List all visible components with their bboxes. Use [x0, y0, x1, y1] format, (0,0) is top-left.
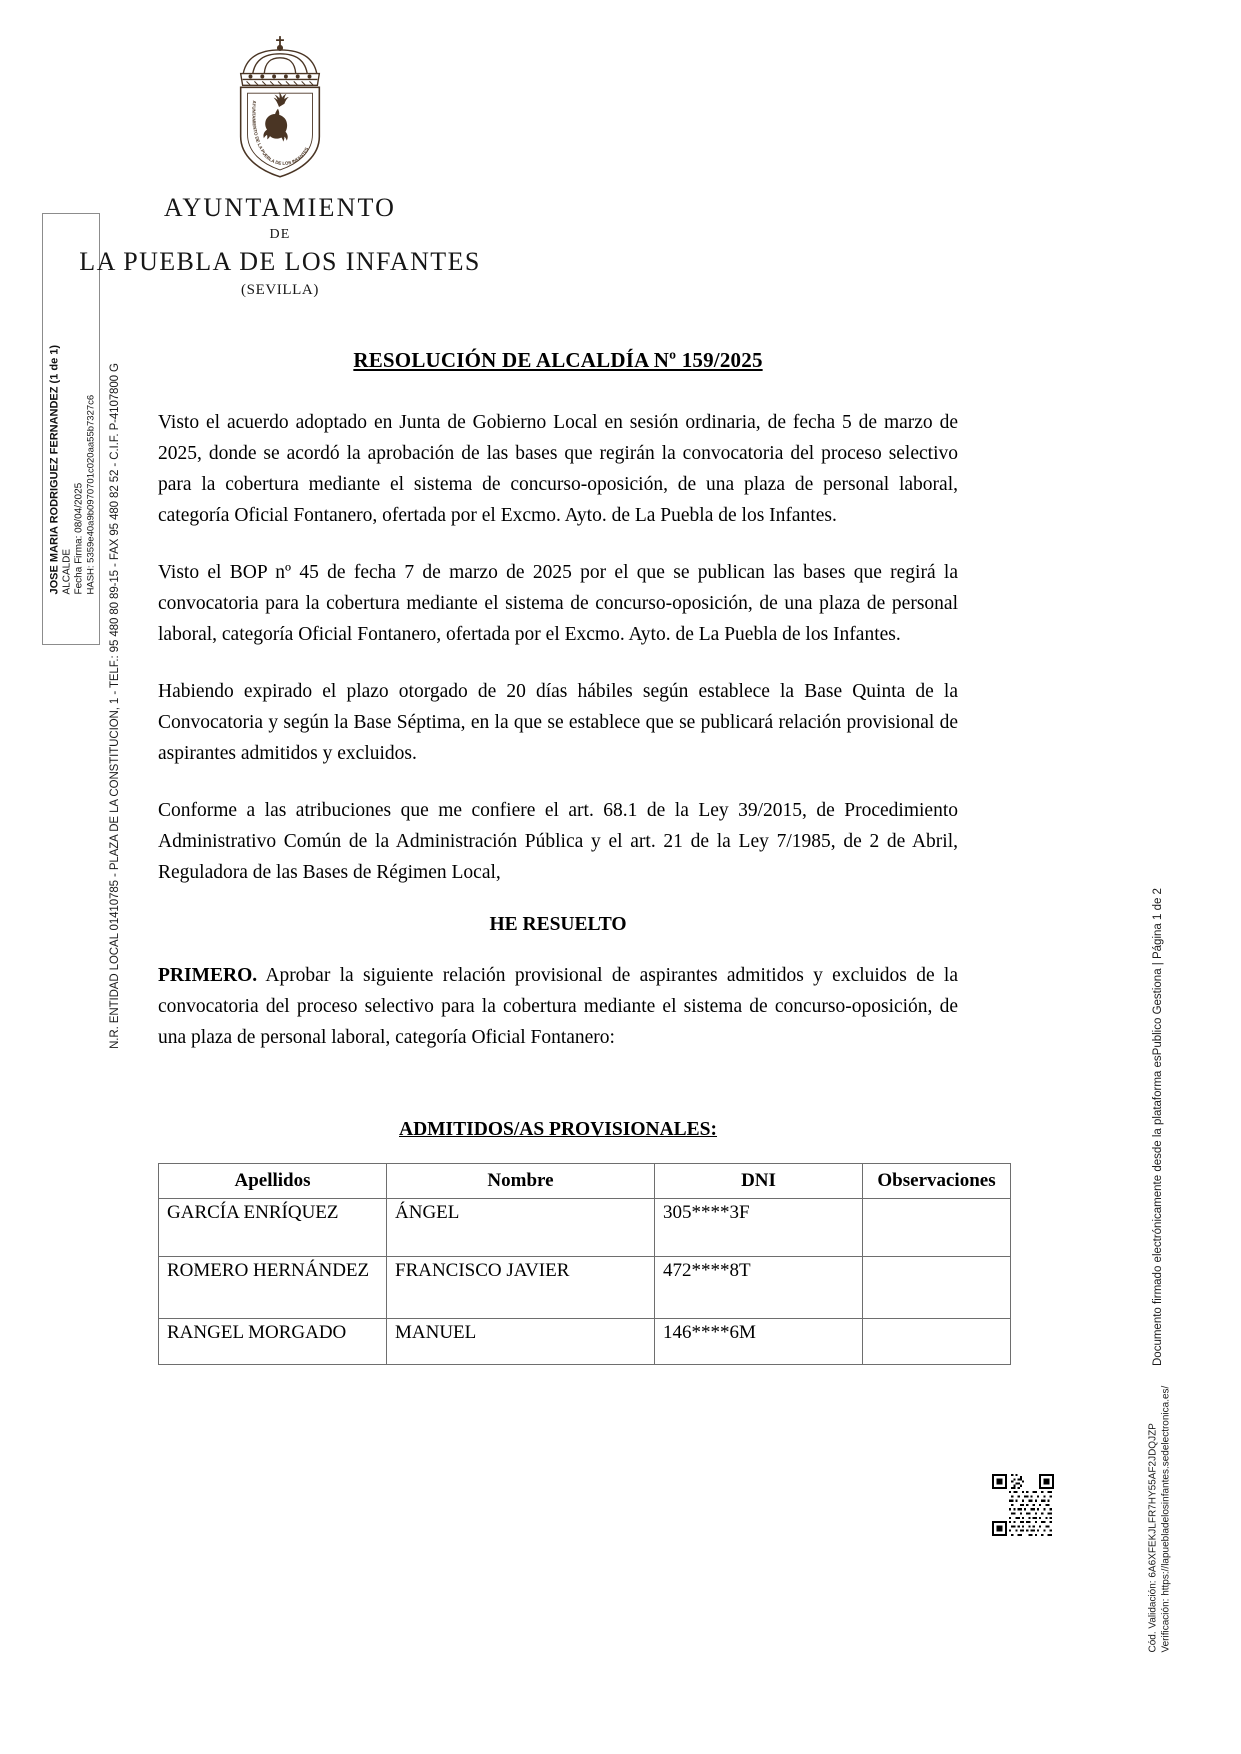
- paragraph-4: Conforme a las atribuciones que me confiere el art. 68.1 de la Ley 39/2015, de Procedimiento Administrativo Común de la Administración Pública y el art. 21 de la Ley 7/1985, de 2 de Abril, Reguladora de las Bases de Régimen Local,: [158, 800, 958, 883]
- coat-of-arms-icon: [221, 30, 339, 180]
- qr-code: [992, 1474, 1054, 1536]
- cell-nombre: ÁNGEL: [387, 1199, 655, 1257]
- document-title: RESOLUCIÓN DE ALCALDÍA Nº 159/2025: [353, 348, 763, 372]
- validation-code: Cód. Validación: 6A6XFEKJLFR7HY55AF2JDQJZP: [1147, 1423, 1159, 1653]
- paragraph-1: Visto el acuerdo adoptado en Junta de Gobierno Local en sesión ordinaria, de fecha 5 de marzo de 2025, donde se acordó la aprobación de las bases que regirán la convocatoria del proceso selectivo para la cobertura mediante el sistema de concurso-oposición, de una plaza de personal laboral, categoría Oficial Fontanero, ofertada por el Excmo. Ayto. de La Puebla de los Infantes.: [158, 412, 958, 526]
- paragraph-primero: [158, 960, 958, 1053]
- document-body: [158, 348, 996, 1365]
- right-margin-validation-block: [1148, 1233, 1173, 1653]
- cell-nombre: MANUEL: [387, 1319, 655, 1365]
- org-name-line2: DE: [269, 227, 291, 242]
- cell-apellidos: ROMERO HERNÁNDEZ: [159, 1257, 387, 1319]
- cell-observaciones: [863, 1319, 1011, 1365]
- org-name-line1: AYUNTAMIENTO: [163, 193, 397, 222]
- column-header-apellidos: Apellidos: [159, 1164, 387, 1199]
- table-header-row: [159, 1164, 1011, 1199]
- table-row: [159, 1257, 1011, 1319]
- column-header-observaciones: Observaciones: [863, 1164, 1011, 1199]
- letterhead: [0, 30, 560, 299]
- verification-url: Verificación: https://lapuebladelosinfantes.sedelectronica.es/: [1160, 1385, 1171, 1653]
- right-margin-platform-info: Documento firmado electrónicamente desde la plataforma esPublico Gestiona | Página 1 de 2: [1152, 888, 1164, 1366]
- paragraph-2: Visto el BOP nº 45 de fecha 7 de marzo de 2025 por el que se publican las bases que regirá la convocatoria para la cobertura mediante el sistema de concurso-oposición, de una plaza de personal laboral, categoría Oficial Fontanero, ofertada por el Excmo. Ayto. de La Puebla de los Infantes.: [158, 562, 958, 645]
- cell-apellidos: GARCÍA ENRÍQUEZ: [159, 1199, 387, 1257]
- resolution-heading: HE RESUELTO: [489, 914, 627, 935]
- cell-observaciones: [863, 1199, 1011, 1257]
- org-province: (SEVILLA): [241, 282, 319, 298]
- cell-dni: 305****3F: [655, 1199, 863, 1257]
- signature-hash: HASH: 5359e40a9b0970701c020aa55b7327c6: [85, 394, 97, 595]
- org-name-line3: LA PUEBLA DE LOS INFANTES: [79, 247, 481, 276]
- primero-label: PRIMERO.: [158, 965, 258, 986]
- cell-apellidos: RANGEL MORGADO: [159, 1319, 387, 1365]
- signature-signer-role: ALCALDE: [61, 548, 73, 595]
- cell-observaciones: [863, 1257, 1011, 1319]
- table-row: [159, 1319, 1011, 1365]
- cell-dni: 472****8T: [655, 1257, 863, 1319]
- cell-nombre: FRANCISCO JAVIER: [387, 1257, 655, 1319]
- primero-text: Aprobar la siguiente relación provisional de aspirantes admitidos y excluidos de la convocatoria del proceso selectivo para la cobertura mediante el sistema de concurso-oposición, de una plaza de personal laboral, categoría Oficial Fontanero:: [158, 965, 958, 1048]
- signature-date: Fecha Firma: 08/04/2025: [73, 482, 85, 595]
- signature-box-content: [49, 255, 98, 595]
- admitted-applicants-table: [158, 1163, 1011, 1365]
- paragraph-3: Habiendo expirado el plazo otorgado de 20 días hábiles según establece la Base Quinta de la Convocatoria y según la Base Séptima, en la que se establece que se publicará relación provisional de aspirantes admitidos y excluidos.: [158, 681, 958, 764]
- admitted-section-heading: ADMITIDOS/AS PROVISIONALES:: [398, 1119, 718, 1140]
- cell-dni: 146****6M: [655, 1319, 863, 1365]
- table-row: [159, 1199, 1011, 1257]
- column-header-dni: DNI: [655, 1164, 863, 1199]
- signature-signer-name: JOSE MARIA RODRIGUEZ FERNANDEZ (1 de 1): [48, 344, 61, 595]
- left-margin-registry-text: N.R. ENTIDAD LOCAL 01410785 - PLAZA DE LA CONSTITUCION, 1 - TELF.: 95 480 80 89-15 - FAX 95 480 82 52 - C.I.F. P-4107800 G: [109, 363, 121, 1049]
- column-header-nombre: Nombre: [387, 1164, 655, 1199]
- svg-text:AYUNTAMIENTO DE LA PUEBLA DE L: AYUNTAMIENTO DE LA PUEBLA DE LOS INFANTES: [251, 100, 310, 166]
